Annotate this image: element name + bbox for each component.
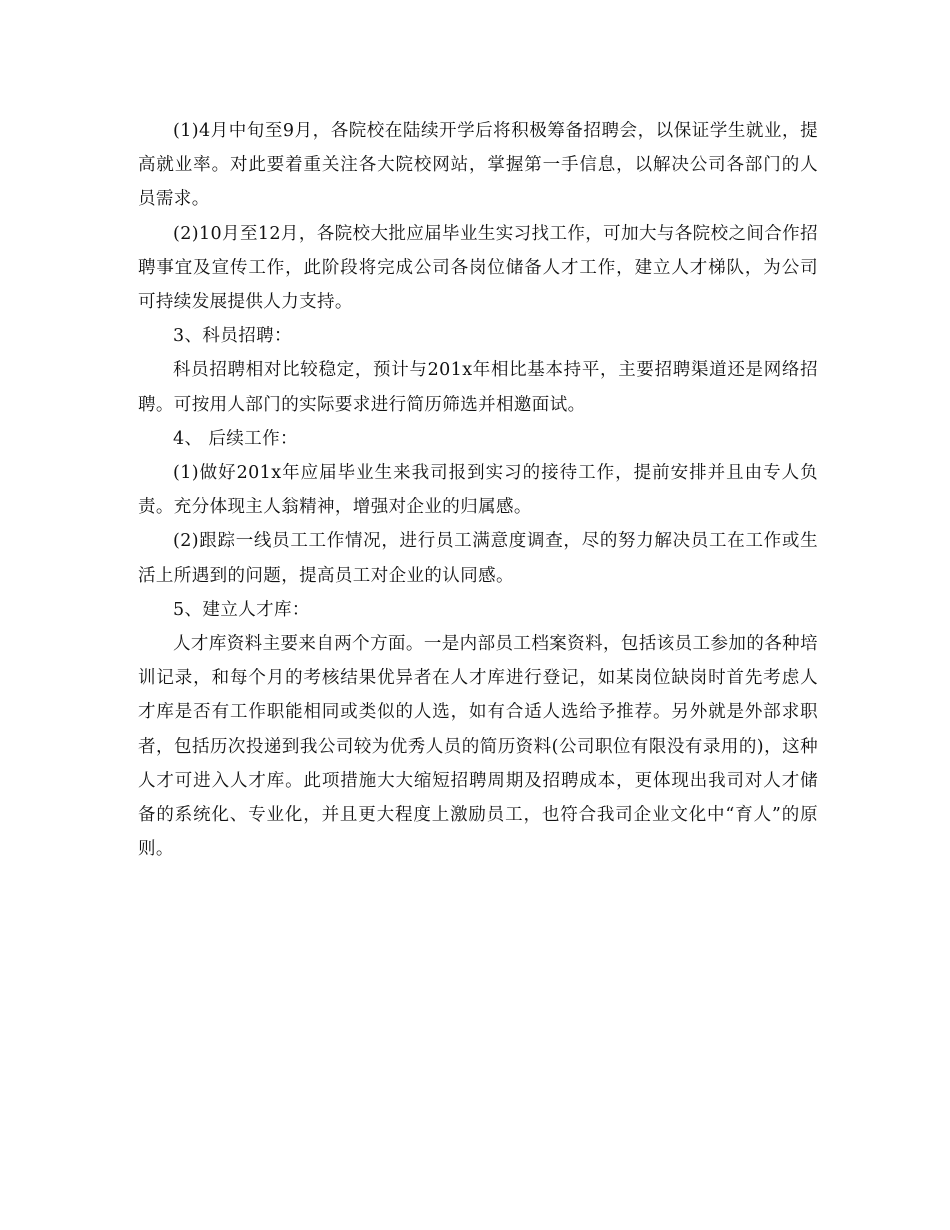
paragraph-recruit-october-december: (2)10月至12月，各院校大批应届毕业生实习找工作，可加大与各院校之间合作招聘事宜及宣传工作，此阶段将完成公司各岗位储备人才工作，建立人才梯队，为公司可持续发展提供人力支持。 xyxy=(138,223,818,313)
paragraph-recruit-april-september: (1)4月中旬至9月，各院校在陆续开学后将积极筹备招聘会，以保证学生就业，提高就业率。对此要着重关注各大院校网站，掌握第一手信息，以解决公司各部门的人员需求。 xyxy=(138,121,818,210)
paragraph-follow-up-satisfaction: (2)跟踪一线员工工作情况，进行员工满意度调查，尽的努力解决员工在工作或生活上所遇到的问题，提高员工对企业的认同感。 xyxy=(138,531,818,586)
paragraph-staff-recruitment: 科员招聘相对比较稳定，预计与201x年相比基本持平，主要招聘渠道还是网络招聘。可按用人部门的实际要求进行简历筛选并相邀面试。 xyxy=(138,360,818,415)
paragraph-talent-pool: 人才库资料主要来自两个方面。一是内部员工档案资料，包括该员工参加的各种培训记录，和每个月的考核结果优异者在人才库进行登记，如某岗位缺岗时首先考虑人才库是否有工作职能相同或类似的人选，如有合适人选给予推荐。另外就是外部求职者，包括历次投递到我公司较为优秀人员的简历资料(公司职位有限没有录用的)，这种人才可进入人才库。此项措施大大缩短招聘周期及招聘成本，更体现出我司对人才储备的系统化、专业化，并且更大程度上激励员工，也符合我司企业文化中“育人”的原则。 xyxy=(138,634,818,860)
section-heading-talent-pool: 5、建立人才库： xyxy=(173,599,310,620)
section-heading-staff-recruitment: 3、科员招聘： xyxy=(173,326,292,347)
paragraph-follow-up-reception: (1)做好201x年应届毕业生来我司报到实习的接待工作，提前安排并且由专人负责。充分体现主人翁精神，增强对企业的归属感。 xyxy=(138,463,818,518)
section-heading-follow-up-work: 4、 后续工作： xyxy=(173,428,298,449)
document-body xyxy=(138,114,818,866)
